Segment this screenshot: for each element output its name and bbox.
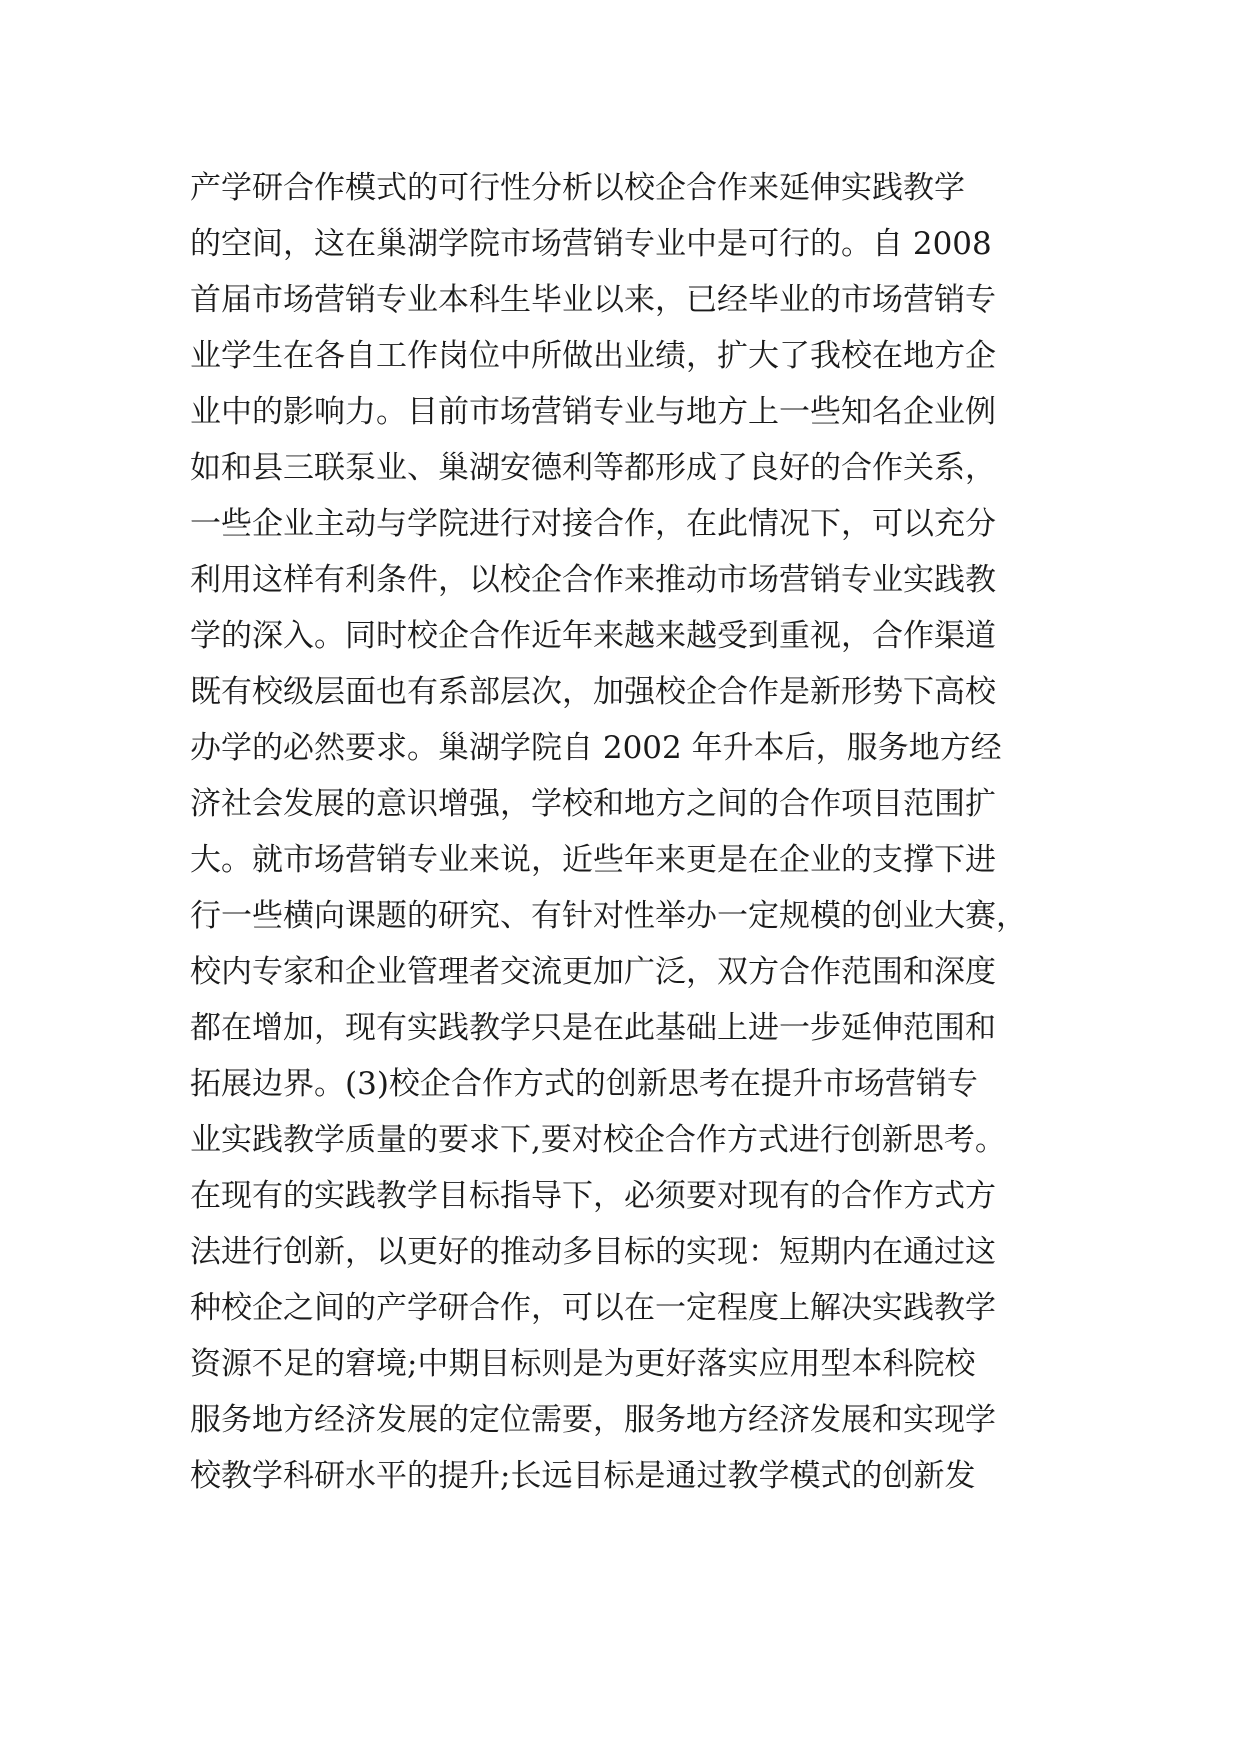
text-line: 行一些横向课题的研究、有针对性举办一定规模的创业大赛， [190, 898, 1027, 934]
text-line: 如和县三联泵业、巢湖安德利等都形成了良好的合作关系， [190, 450, 996, 486]
text-line: 都在增加，现有实践教学只是在此基础上进一步延伸范围和 [190, 1010, 996, 1046]
text-line: 法进行创新，以更好的推动多目标的实现：短期内在通过这 [190, 1234, 996, 1270]
text-line: 在现有的实践教学目标指导下，必须要对现有的合作方式方 [190, 1178, 996, 1214]
text-line: 办学的必然要求。巢湖学院自 2002 年升本后，服务地方经 [190, 730, 1002, 766]
text-line: 服务地方经济发展的定位需要，服务地方经济发展和实现学 [190, 1402, 996, 1438]
text-line: 资源不足的窘境;中期目标则是为更好落实应用型本科院校 [190, 1346, 976, 1382]
text-line: 校内专家和企业管理者交流更加广泛，双方合作范围和深度 [190, 954, 996, 990]
text-line: 校教学科研水平的提升;长远目标是通过教学模式的创新发 [190, 1458, 976, 1494]
text-line: 首届市场营销专业本科生毕业以来，已经毕业的市场营销专 [190, 282, 996, 318]
body-paragraph [190, 160, 1070, 1504]
text-line: 拓展边界。(3)校企合作方式的创新思考在提升市场营销专 [190, 1066, 978, 1102]
text-line: 一些企业主动与学院进行对接合作，在此情况下，可以充分 [190, 506, 996, 542]
text-line: 种校企之间的产学研合作，可以在一定程度上解决实践教学 [190, 1290, 996, 1326]
text-line: 利用这样有利条件，以校企合作来推动市场营销专业实践教 [190, 562, 996, 598]
text-line: 大。就市场营销专业来说，近些年来更是在企业的支撑下进 [190, 842, 996, 878]
text-line: 学的深入。同时校企合作近年来越来越受到重视，合作渠道 [190, 618, 996, 654]
text-line: 业中的影响力。目前市场营销专业与地方上一些知名企业例 [190, 394, 996, 430]
text-line: 业学生在各自工作岗位中所做出业绩，扩大了我校在地方企 [190, 338, 996, 374]
text-line: 既有校级层面也有系部层次，加强校企合作是新形势下高校 [190, 674, 996, 710]
text-line: 的空间，这在巢湖学院市场营销专业中是可行的。自 2008 [190, 226, 992, 262]
text-line: 业实践教学质量的要求下,要对校企合作方式进行创新思考。 [190, 1122, 1006, 1158]
text-line: 济社会发展的意识增强，学校和地方之间的合作项目范围扩 [190, 786, 996, 822]
text-line: 产学研合作模式的可行性分析以校企合作来延伸实践教学 [190, 170, 965, 206]
